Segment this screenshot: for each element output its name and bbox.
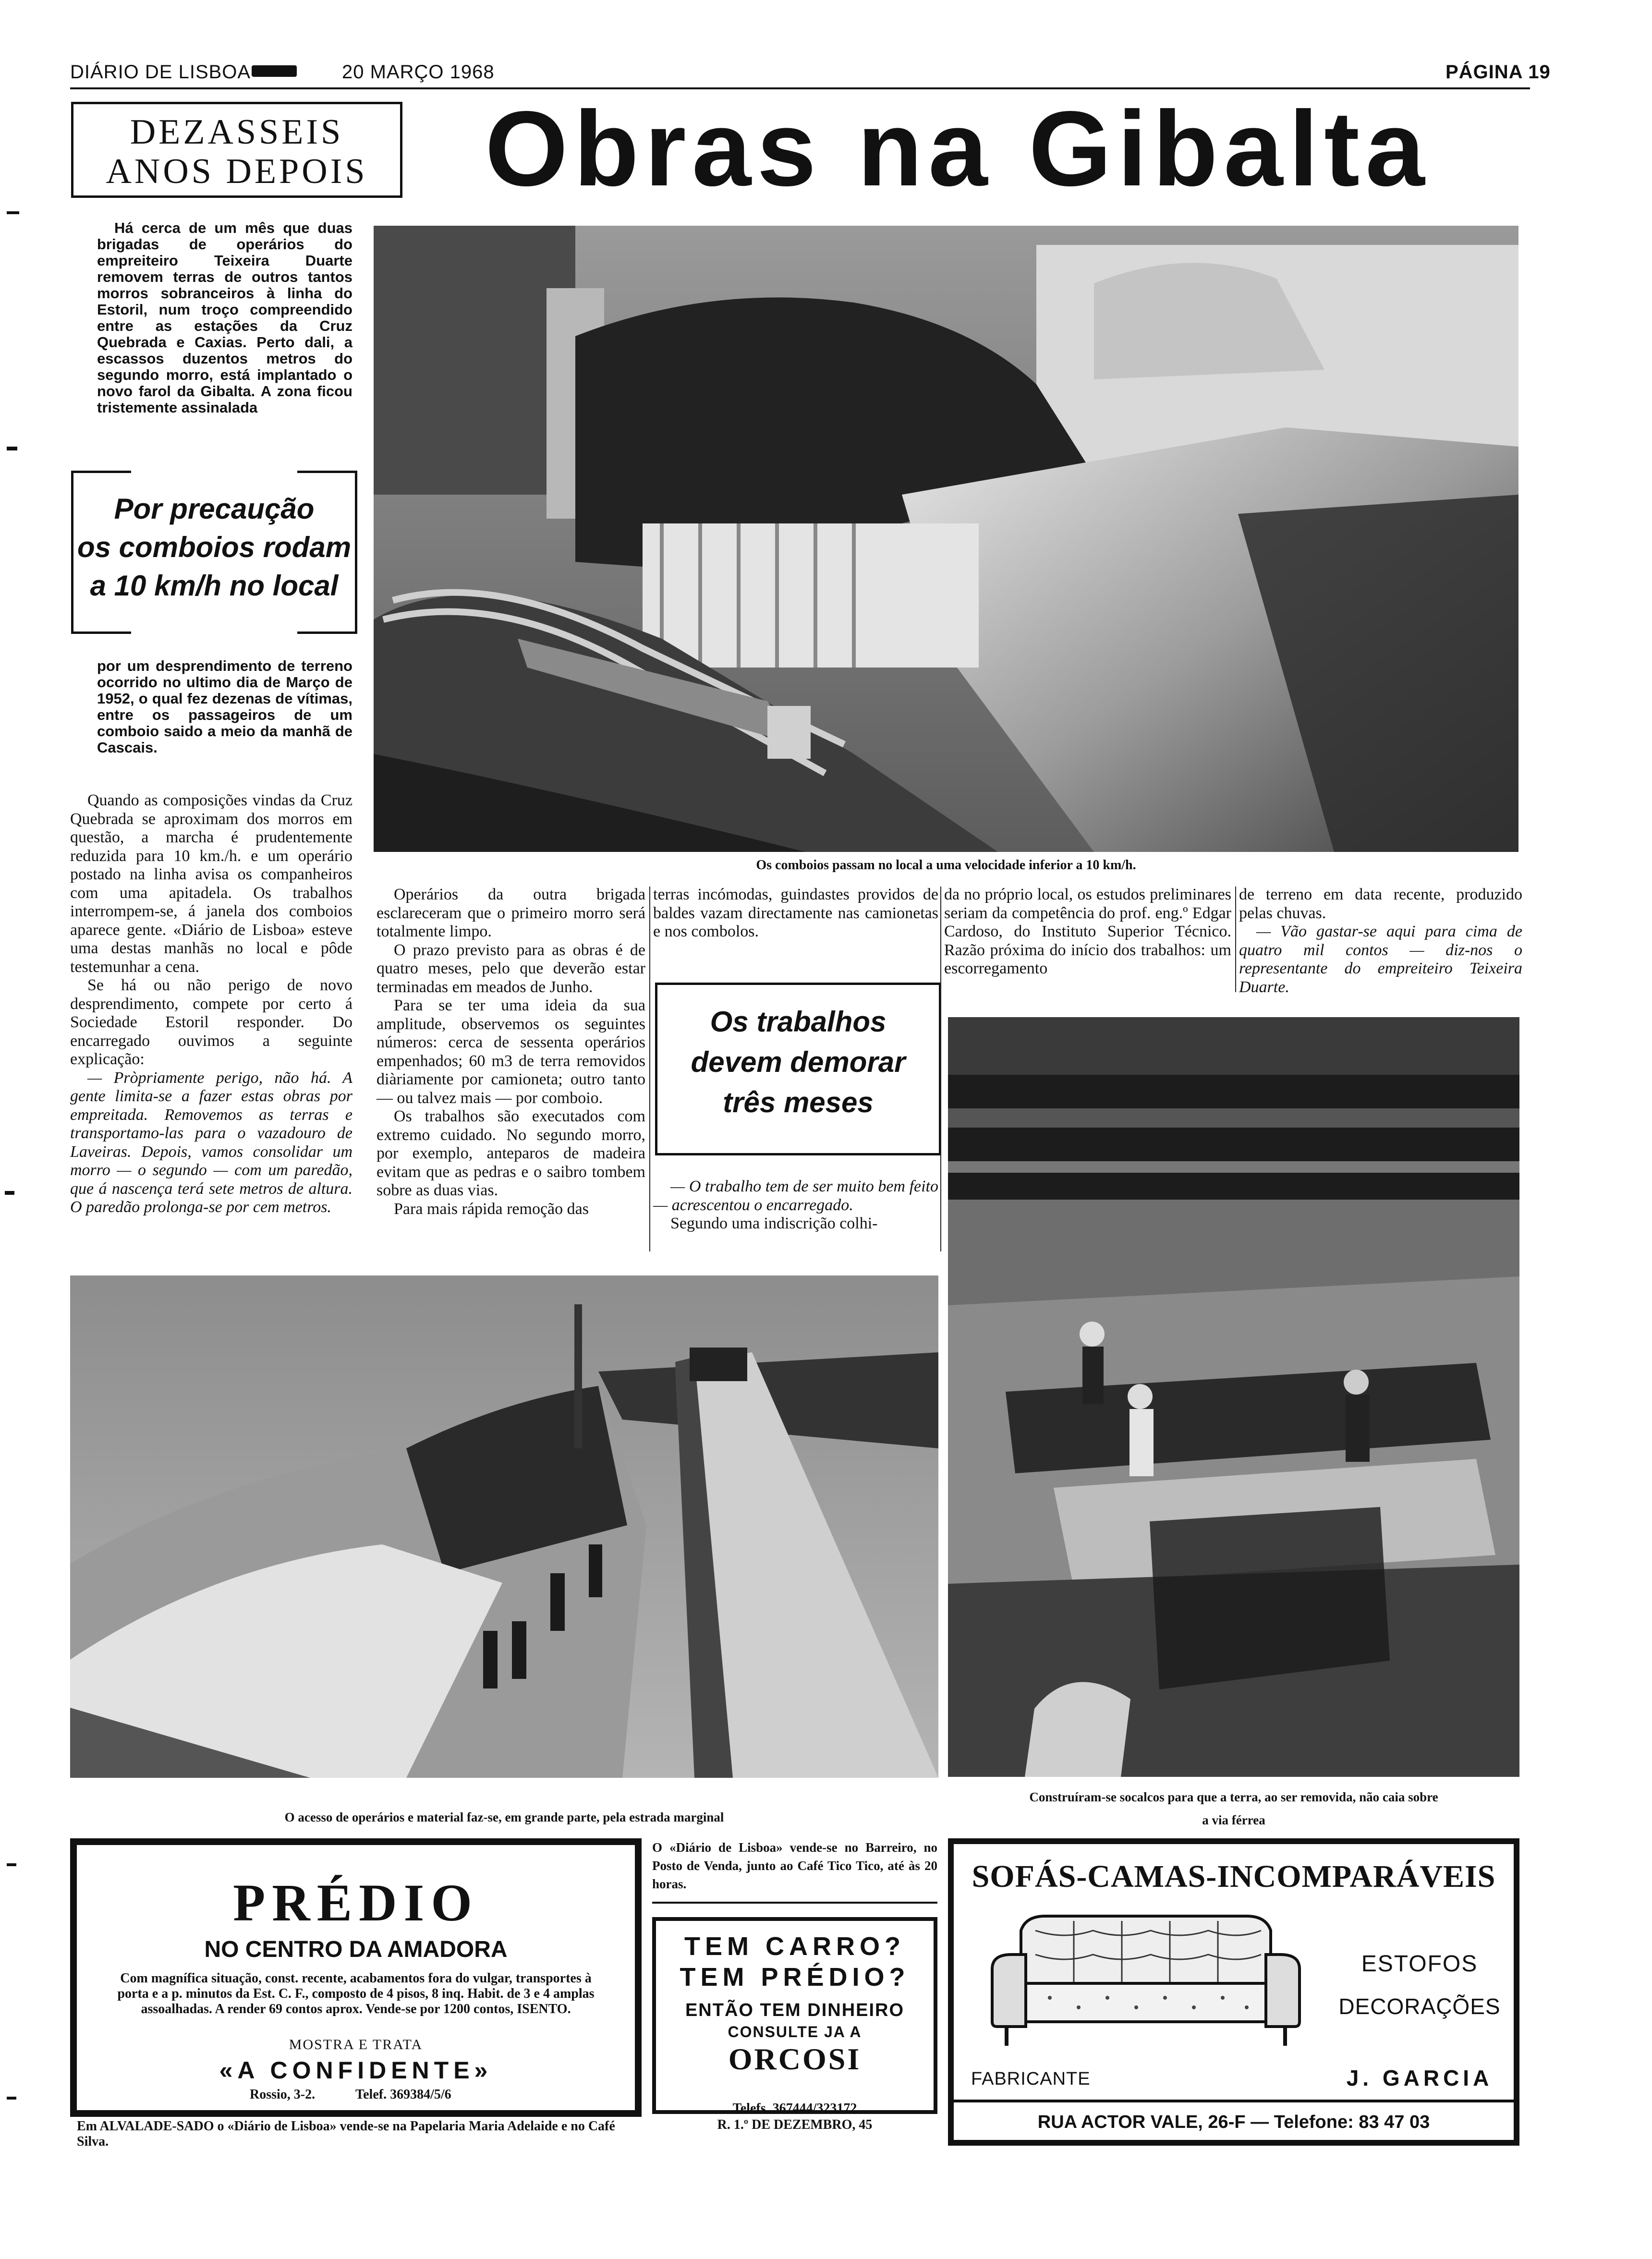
ad-orcosi (652, 1917, 937, 2114)
column-5: de terreno em data recente, produzido pelas chuvas. — Vão gastar-se aqui para cima de quatro mil contos — diz-nos o representante do empreiteiro Teixeira Duarte. (1239, 886, 1522, 996)
barreiro-note-rule (652, 1902, 937, 1904)
ad-predio-title: PRÉDIO (233, 1873, 479, 1932)
column-rule-4-5 (1235, 887, 1236, 992)
scan-mark-1 (7, 211, 19, 214)
kicker-line-1: DEZASSEIS (130, 112, 344, 152)
masthead-paper: DIÁRIO DE LISBOA (70, 61, 251, 83)
ad-sofas-decoracoes: DECORAÇÕES (1338, 1994, 1501, 2019)
lede-part-2: por um desprendimento de terreno ocorrido no ultimo dia de Março de 1952, o qual fez dezenas de vítimas, entre os passageiros de um comboio saido a meio da manhã de Cascais. (97, 657, 352, 756)
headline: Obras na Gibalta (485, 89, 1431, 208)
ad-sofas-title: SOFÁS-CAMAS-INCOMPARÁVEIS (972, 1859, 1496, 1894)
caption-main-photo: Os comboios passam no local a uma velocidade inferior a 10 km/h. (756, 858, 1136, 873)
ad-orcosi-line-1: TEM CARRO? (684, 1932, 905, 1961)
caption-terraces-line-1: Construíram-se socalcos para que a terra, ao ser removida, não caia sobre (1029, 1790, 1438, 1804)
sofa-illustration (978, 1902, 1314, 2060)
column-4: da no próprio local, os estudos preliminares seriam da competência do prof. eng.º Edgar Cardoso, do Instituto Superior Técnico. Razão próxima do início dos trabalhos: um escorregamento (944, 886, 1231, 977)
pullquote-1-line-1: Por precaução (114, 493, 315, 525)
ad-predio-agent: «A CONFIDENTE» (219, 2057, 493, 2084)
pullquote-1-line-2: os comboios rodam (77, 531, 352, 563)
ad-predio-address: Rossio, 3-2. (250, 2087, 316, 2102)
ad-predio-agent-line: MOSTRA E TRATA (289, 2037, 423, 2053)
column-1: Quando as composições vindas da Cruz Quebrada se aproximam dos morros em questão, a marcha é prudentemente reduzida para 10 km./h. e um operário postado na linha avisa os companheiros com uma apitadela. Os trabalhos interrompem-se, á janela dos comboios aparece gente. «Diário de Lisboa» esteve uma destas manhãs no local e pôde testemunhar a cena. Se há ou não perigo de novo desprendimento, compete por certo á Sociedade Estoril responder. Do encarregado ouvimos a seguinte explicação: — Pròpriamente perigo, não há. A gente limita-se a fazer estas obras por empreitada. Removemos as terras e transportamo-las para o vazadouro de Laveiras. Depois, vamos consolidar um morro — o segundo — com um paredão, que á nascença terá sete metros de altura. O paredão prolonga-se por cem metros. (70, 791, 352, 1216)
ad-orcosi-phone: Telefs. 367444/323172 (732, 2101, 857, 2116)
column-rule-3-4 (940, 887, 941, 1251)
column-rule-2-3 (649, 887, 650, 1251)
masthead-ink-blot (252, 65, 297, 77)
ad-sofas-brand: J. GARCIA (1346, 2065, 1493, 2090)
ad-orcosi-line-2: TEM PRÉDIO? (680, 1963, 910, 1992)
column-3-bottom: — O trabalho tem de ser muito bem feito — acrescentou o encarregado. Segundo uma indiscrição colhi- (653, 1178, 938, 1232)
photo-terraces (948, 1017, 1519, 1777)
ad-predio-subtitle: NO CENTRO DA AMADORA (204, 1937, 508, 1962)
photo-train-cutting (374, 226, 1518, 852)
caption-road-photo: O acesso de operários e material faz-se, em grande parte, pela estrada marginal (284, 1810, 724, 1824)
ad-orcosi-line-4: CONSULTE JA A (728, 2023, 862, 2040)
ad-predio-body: Com magnífica situação, const. recente, acabamentos fora do vulgar, transportes à porta e a p. minutos da Est. C. F., composto de 4 pisos, 8 inq. Habit. de 3 e 4 amplas assoalhadas. A render 69 contos aprox. Vende-se por 1200 contos, ISENTO. (117, 1971, 595, 2016)
caption-terraces-line-2: a via férrea (1202, 1813, 1265, 1827)
scan-mark-2 (7, 447, 17, 450)
scan-mark-5 (7, 2097, 16, 2100)
masthead-date: 20 MARÇO 1968 (342, 61, 495, 83)
column-2: Operários da outra brigada esclareceram que o primeiro morro será totalmente limpo. O prazo previsto para as obras é de quatro meses, pelo que deverão estar terminadas em meados de Junho. Para se ter uma ideia da sua amplitude, observemos os seguintes números: cerca de sessenta operários empenhados; 60 m3 de terra removidos diàriamente por camioneta; outro tanto — ou talvez mais — por comboio. Os trabalhos são executados com extremo cuidado. No segundo morro, por exemplo, anteparos de madeira evitam que as pedras e o saibro tombem sobre as duas vias. Para mais rápida remoção das (377, 886, 645, 1218)
ad-orcosi-address: R. 1.º DE DEZEMBRO, 45 (717, 2117, 873, 2132)
pullquote-2 (655, 983, 941, 1155)
photo-road-access (70, 1275, 938, 1778)
ad-sofas-fabricante: FABRICANTE (971, 2069, 1091, 2089)
ad-sofas (948, 1838, 1519, 2146)
ad-sofas-footer: RUA ACTOR VALE, 26-F — Telefone: 83 47 03 (1037, 2112, 1430, 2132)
lede-part-1: Há cerca de um mês que duas brigadas de operários do empreiteiro Teixeira Duarte removem terras de outros tantos morros sobranceiros à linha do Estoril, num troço compreendido entre as estações da Cruz Quebrada e Caxias. Perto dali, a escassos duzentos metros do segundo morro, está implantado o novo farol da Gibalta. A zona ficou tristemente assinalada (97, 219, 352, 416)
pullquote-2-line-1: Os trabalhos (710, 1006, 887, 1038)
alvalade-note: Em ALVALADE-SADO o «Diário de Lisboa» vende-se na Papelaria Maria Adelaide e no Café Silva. (77, 2119, 615, 2149)
scan-mark-4 (7, 1863, 16, 1866)
barreiro-note: O «Diário de Lisboa» vende-se no Barreiro, no Posto de Venda, junto ao Café Tico Tico, até às 20 horas. (652, 1840, 937, 1891)
kicker-box (71, 102, 402, 198)
scan-mark-3 (5, 1191, 14, 1195)
pullquote-2-line-2: devem demorar (691, 1046, 906, 1078)
pullquote-1 (71, 471, 357, 634)
ad-orcosi-name: ORCOSI (728, 2042, 862, 2076)
pullquote-1-line-3: a 10 km/h no local (90, 570, 339, 602)
ad-predio-phone: Telef. 369384/5/6 (355, 2087, 451, 2102)
ad-predio (70, 1838, 642, 2117)
page-number: PÁGINA 19 (1446, 61, 1551, 83)
ad-sofas-estofos: ESTOFOS (1361, 1951, 1478, 1977)
column-3-top: terras incómodas, guindastes providos de baldes vazam directamente nas camionetas e nos combolos. (653, 886, 938, 940)
pullquote-2-line-3: três meses (723, 1086, 874, 1118)
ad-orcosi-line-3: ENTÃO TEM DINHEIRO (685, 2000, 905, 2020)
kicker-line-2: ANOS DEPOIS (106, 152, 368, 191)
